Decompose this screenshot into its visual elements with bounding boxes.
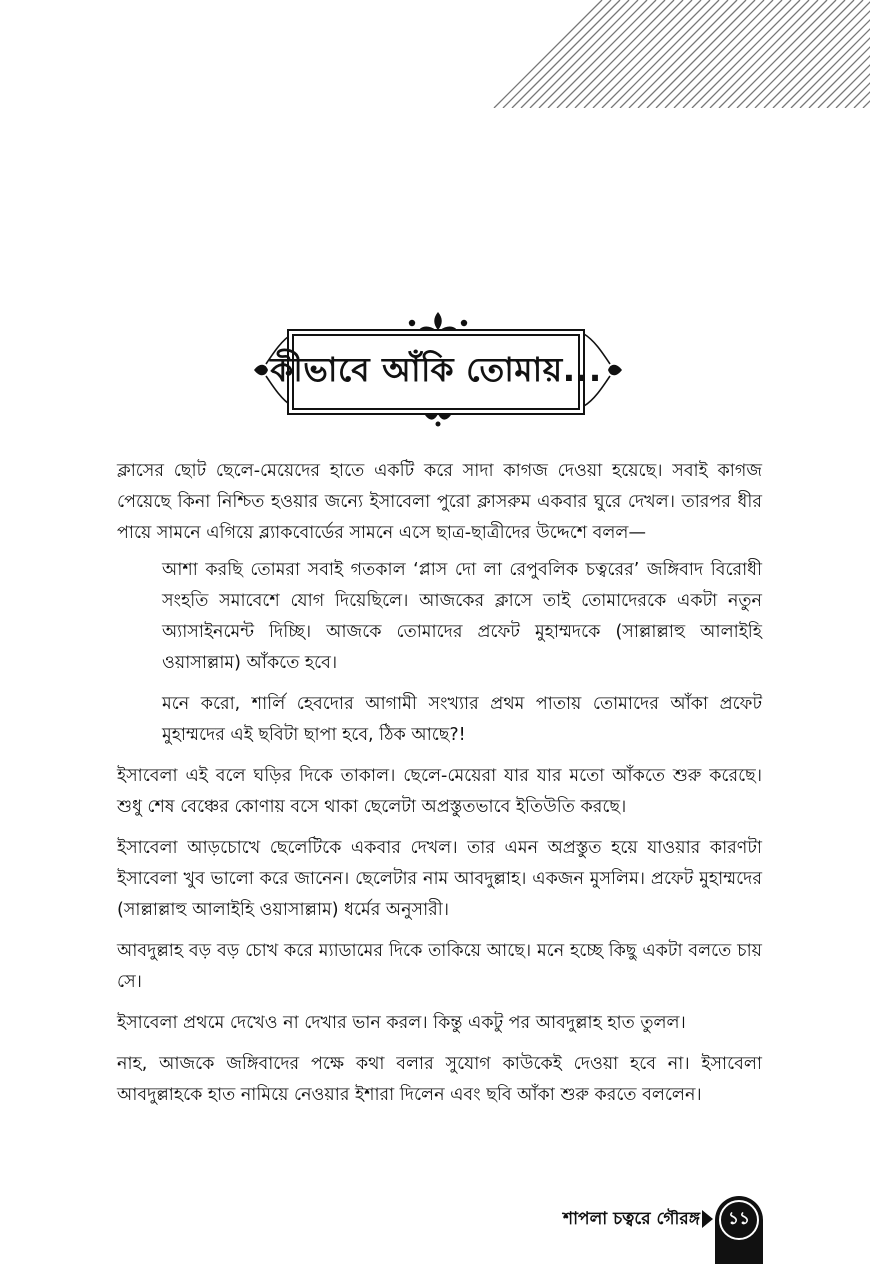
chapter-title: কীভাবে আঁকি তোমায়... [270, 350, 602, 389]
page-footer [520, 1196, 870, 1264]
corner-hatch-decoration [488, 0, 870, 108]
paragraph: ইসাবেলা প্রথমে দেখেও না দেখার ভান করল। কিন্তু একটু পর আবদুল্লাহ হাত তুলল। [117, 1013, 686, 1033]
body-text [117, 456, 762, 1121]
page-number: ১১ [719, 1200, 759, 1240]
paragraph: ইসাবেলা এই বলে ঘড়ির দিকে তাকাল। ছেলে-মেয়েরা যার যার মতো আঁকতে শুরু করেছে। শুধু শেষ বেঞ্চের কোণায় বসে থাকা ছেলেটা অপ্রস্তুতভাবে ইতিউতি করছে। [117, 766, 762, 817]
chapter-title-frame [252, 310, 624, 432]
quoted-speech [162, 555, 762, 751]
paragraph: ক্লাসের ছোট ছেলে-মেয়েদের হাতে একটি করে সাদা কাগজ দেওয়া হয়েছে। সবাই কাগজ পেয়েছে কিনা নিশ্চিত হওয়ার জন্যে ইসাবেলা পুরো ক্লাসরুম একবার ঘুরে দেখল। তারপর ধীর পায়ে সামনে এগিয়ে ব্ল্যাকবোর্ডের সামনে এসে ছাত্র-ছাত্রীদের উদ্দেশে বলল— [117, 461, 762, 543]
quote-paragraph: আশা করছি তোমরা সবাই গতকাল ‘প্লাস দো লা রেপুবলিক চত্বরের’ জঙ্গিবাদ বিরোধী সংহতি সমাবেশে যোগ দিয়েছিলে। আজকের ক্লাসে তাই তোমাদেরকে একটা নতুন অ্যাসাইনমেন্ট দিচ্ছি। আজকে তোমাদের প্রফেট মুহাম্মদকে (সাল্লাল্লাহু আলাইহি ওয়াসাল্লাম) আঁকতে হবে। [162, 560, 762, 673]
chapter-title-box [270, 334, 602, 410]
paragraph: ইসাবেলা আড়চোখে ছেলেটিকে একবার দেখল। তার এমন অপ্রস্তুত হয়ে যাওয়ার কারণটা ইসাবেলা খুব ভালো করে জানেন। ছেলেটার নাম আবদুল্লাহ। একজন মুসলিম। প্রফেট মুহাম্মদের (সাল্লাল্লাহু আলাইহি ওয়াসাল্লাম) ধর্মের অনুসারী। [117, 838, 762, 920]
arrow-right-icon [702, 1210, 713, 1228]
paragraph: আবদুল্লাহ বড় বড় চোখ করে ম্যাডামের দিকে তাকিয়ে আছে। মনে হচ্ছে কিছু একটা বলতে চায় সে। [117, 941, 762, 992]
book-title: শাপলা চত্বরে গৌরঙ্গ [563, 1209, 700, 1229]
paragraph: নাহ, আজকে জঙ্গিবাদের পক্ষে কথা বলার সুযোগ কাউকেই দেওয়া হবে না। ইসাবেলা আবদুল্লাহকে হাত নামিয়ে নেওয়ার ইশারা দিলেন এবং ছবি আঁকা শুরু করতে বললেন। [117, 1054, 762, 1105]
quote-paragraph: মনে করো, শার্লি হেবদোর আগামী সংখ্যার প্রথম পাতায় তোমাদের আঁকা প্রফেট মুহাম্মদের এই ছবিটা ছাপা হবে, ঠিক আছে?! [162, 694, 762, 745]
